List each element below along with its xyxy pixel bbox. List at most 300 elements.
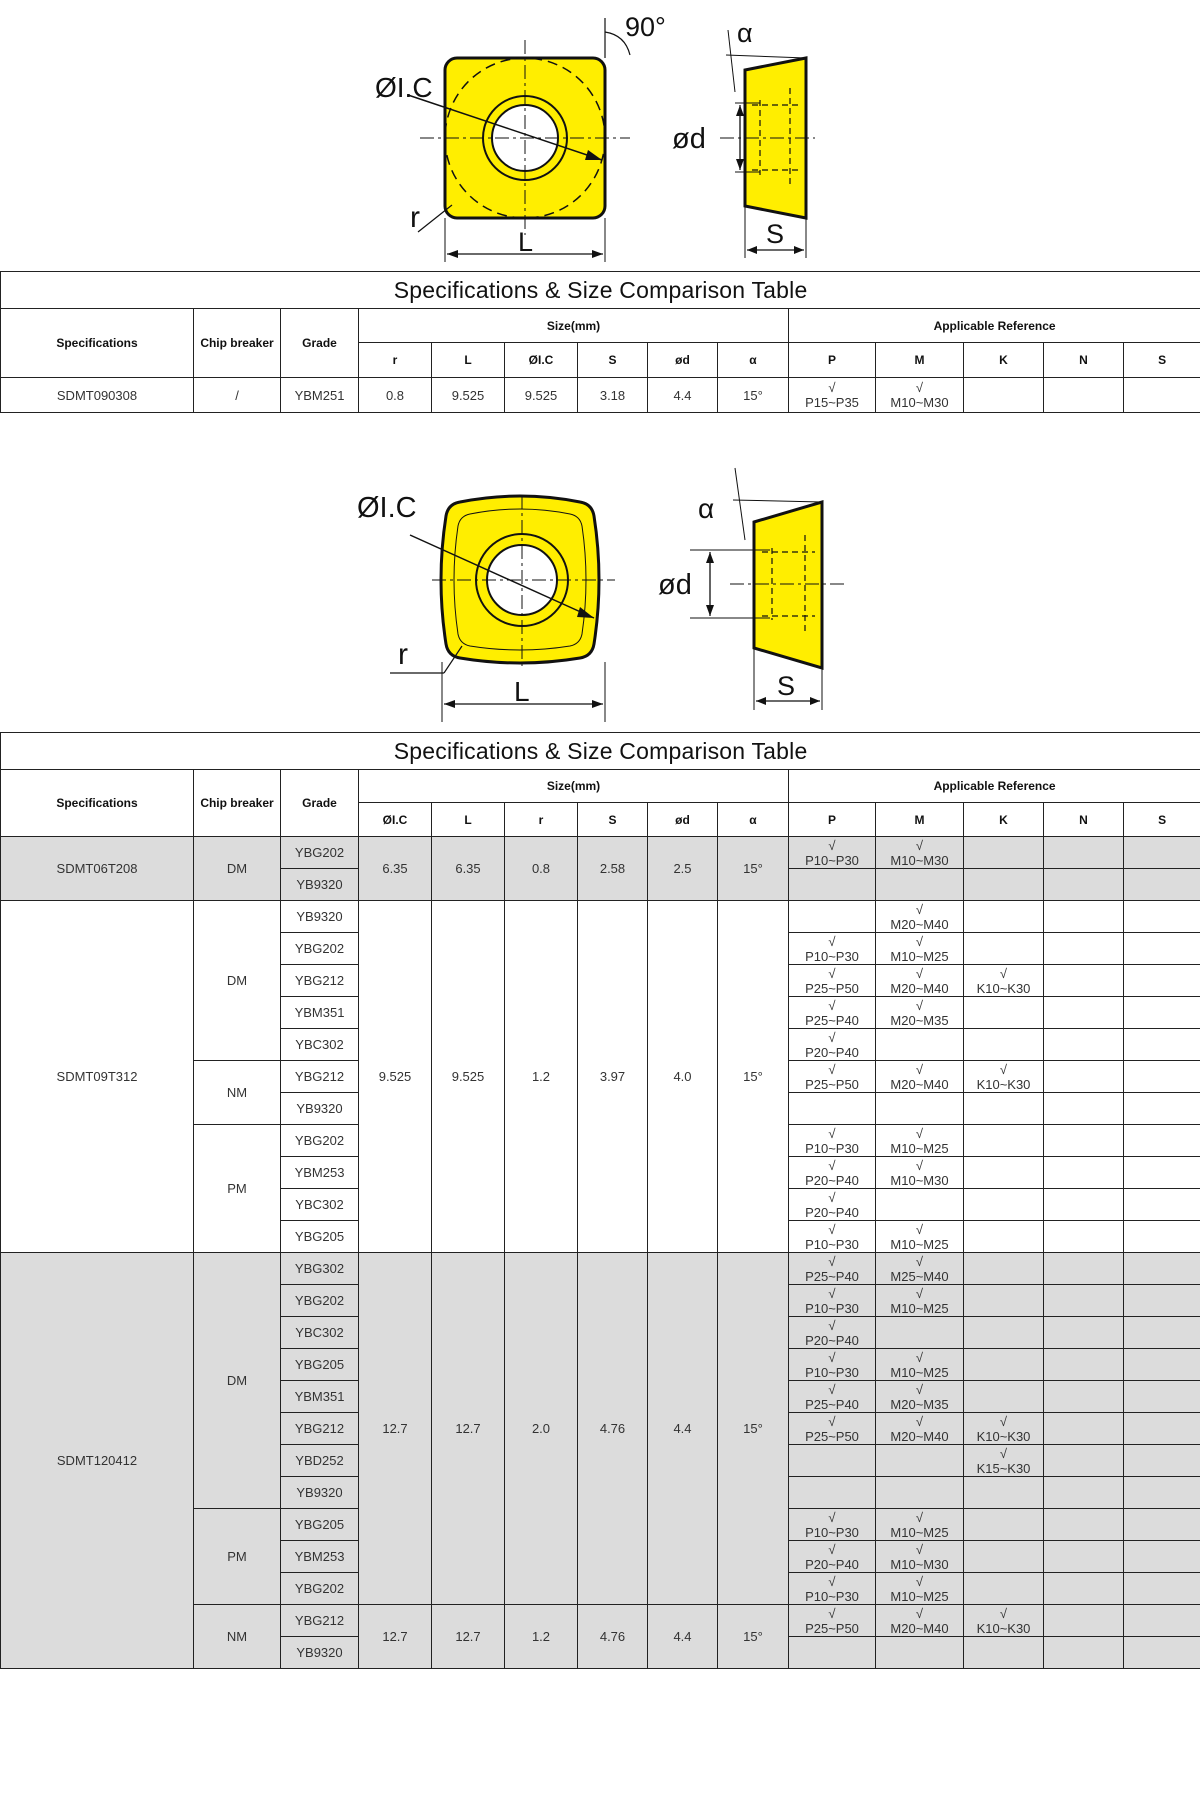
- reference-cell: [1044, 1413, 1124, 1445]
- reference-range: K10~K30: [976, 1620, 1031, 1636]
- size-col-header: L: [432, 803, 505, 837]
- size-cell: 4.76: [578, 1605, 648, 1669]
- reference-cell: [789, 1029, 876, 1061]
- reference-cell: [789, 1253, 876, 1285]
- insert-drawing-2: [0, 440, 1200, 730]
- chip-breaker-cell: DM: [194, 1253, 281, 1509]
- ic-label: ØI.C: [375, 72, 433, 103]
- reference-cell: [964, 901, 1044, 933]
- check-mark: √: [828, 1509, 836, 1525]
- check-mark: √: [828, 1125, 836, 1141]
- reference-cell: [964, 1061, 1044, 1093]
- check-mark: √: [828, 1157, 836, 1173]
- reference-cell: [789, 901, 876, 933]
- reference-cell: [876, 1541, 964, 1573]
- check-mark: √: [915, 1157, 924, 1173]
- reference-cell: [1044, 1541, 1124, 1573]
- reference-cell: [789, 933, 876, 965]
- size-col-header: S: [578, 803, 648, 837]
- grade-cell: YBC302: [281, 1029, 359, 1061]
- reference-cell: [1124, 997, 1200, 1029]
- reference-cell: [964, 1029, 1044, 1061]
- check-mark: √: [828, 1029, 836, 1045]
- grade-cell: YBD252: [281, 1445, 359, 1477]
- spec-cell: SDMT120412: [1, 1253, 194, 1669]
- applicable-header: Applicable Reference: [789, 770, 1200, 803]
- reference-cell: [1124, 378, 1200, 413]
- reference-cell: [876, 997, 964, 1029]
- reference-cell: [876, 933, 964, 965]
- size-col-header: ØI.C: [505, 343, 578, 378]
- check-mark: √: [999, 1413, 1008, 1429]
- insert-side-view: [754, 502, 822, 668]
- reference-cell: [1044, 1157, 1124, 1189]
- reference-range: M10~M30: [890, 852, 949, 868]
- reference-cell: [789, 1605, 876, 1637]
- l-label: L: [518, 227, 534, 257]
- table-row: [1, 837, 1200, 869]
- reference-cell: [1124, 1125, 1200, 1157]
- check-mark: √: [915, 1381, 924, 1397]
- l-label: L: [514, 676, 530, 707]
- reference-cell: [964, 1605, 1044, 1637]
- reference-range: K10~K30: [976, 1076, 1031, 1092]
- reference-range: M20~M40: [890, 916, 949, 932]
- size-cell: 0.8: [359, 378, 432, 413]
- alpha-label: α: [737, 18, 753, 48]
- reference-cell: [789, 1413, 876, 1445]
- check-mark: √: [828, 1221, 836, 1237]
- reference-cell: [964, 1413, 1044, 1445]
- size-cell: 12.7: [432, 1605, 505, 1669]
- size-col-header: ød: [648, 343, 718, 378]
- check-mark: √: [828, 1189, 836, 1205]
- reference-range: P25~P50: [805, 1428, 859, 1444]
- s-label: S: [777, 671, 796, 701]
- spec-cell: SDMT090308: [1, 378, 194, 413]
- reference-range: M10~M25: [890, 1236, 949, 1252]
- reference-cell: [964, 1509, 1044, 1541]
- grade-cell: YB9320: [281, 901, 359, 933]
- chip-breaker-cell: NM: [194, 1061, 281, 1125]
- check-mark: √: [828, 1253, 836, 1269]
- grade-cell: YBG212: [281, 965, 359, 997]
- insert-diagram-2: [0, 440, 1200, 730]
- reference-cell: [1044, 1381, 1124, 1413]
- reference-cell: [876, 901, 964, 933]
- table-title: Specifications & Size Comparison Table: [1, 272, 1200, 309]
- reference-cell: [1124, 1445, 1200, 1477]
- reference-range: P25~P50: [805, 1620, 859, 1636]
- reference-cell: [876, 1381, 964, 1413]
- grade-cell: YBM253: [281, 1157, 359, 1189]
- size-cell: 9.525: [359, 901, 432, 1253]
- angle-label: 90°: [625, 12, 666, 42]
- grade-cell: YB9320: [281, 1477, 359, 1509]
- reference-cell: [1124, 1285, 1200, 1317]
- size-header: Size(mm): [359, 309, 789, 343]
- check-mark: √: [915, 1413, 924, 1429]
- reference-cell: [876, 378, 964, 413]
- check-mark: √: [915, 901, 924, 917]
- size-cell: 2.5: [648, 837, 718, 901]
- reference-cell: [1124, 1413, 1200, 1445]
- reference-cell: [789, 1477, 876, 1509]
- reference-range: P10~P30: [805, 1588, 859, 1604]
- reference-cell: [964, 1477, 1044, 1509]
- reference-cell: [1124, 1093, 1200, 1125]
- reference-cell: [876, 1221, 964, 1253]
- reference-range: P10~P30: [805, 948, 859, 964]
- reference-cell: [1044, 933, 1124, 965]
- reference-range: M20~M40: [890, 1428, 949, 1444]
- reference-cell: [1044, 1573, 1124, 1605]
- check-mark: √: [915, 837, 924, 853]
- reference-cell: [1124, 1477, 1200, 1509]
- reference-cell: [789, 1221, 876, 1253]
- ref-col-header: K: [964, 343, 1044, 378]
- size-col-header: α: [718, 343, 789, 378]
- reference-cell: [964, 933, 1044, 965]
- reference-cell: [1044, 1349, 1124, 1381]
- reference-range: P20~P40: [805, 1044, 859, 1060]
- table-row: [1, 1253, 1200, 1285]
- reference-cell: [964, 1189, 1044, 1221]
- grade-cell: YBC302: [281, 1317, 359, 1349]
- reference-cell: [1044, 837, 1124, 869]
- reference-cell: [789, 837, 876, 869]
- ref-col-header: M: [876, 803, 964, 837]
- reference-cell: [789, 1061, 876, 1093]
- grade-cell: YB9320: [281, 1093, 359, 1125]
- reference-cell: [1124, 1029, 1200, 1061]
- reference-cell: [876, 837, 964, 869]
- reference-cell: [964, 1541, 1044, 1573]
- chip-breaker-cell: /: [194, 378, 281, 413]
- spec-table-2: [0, 732, 1200, 1669]
- check-mark: √: [915, 1573, 924, 1589]
- check-mark: √: [915, 965, 924, 981]
- reference-cell: [789, 1573, 876, 1605]
- check-mark: √: [828, 1573, 836, 1589]
- reference-cell: [876, 1445, 964, 1477]
- reference-range: M20~M40: [890, 1620, 949, 1636]
- size-col-header: r: [359, 343, 432, 378]
- reference-cell: [1124, 1509, 1200, 1541]
- reference-cell: [964, 1381, 1044, 1413]
- chip-breaker-cell: DM: [194, 901, 281, 1061]
- reference-cell: [876, 1125, 964, 1157]
- reference-range: M20~M40: [890, 1076, 949, 1092]
- reference-cell: [876, 1189, 964, 1221]
- size-cell: 15°: [718, 1605, 789, 1669]
- reference-range: P10~P30: [805, 1236, 859, 1252]
- size-cell: 4.4: [648, 378, 718, 413]
- ref-col-header: N: [1044, 343, 1124, 378]
- check-mark: √: [915, 1285, 924, 1301]
- reference-cell: [1124, 1189, 1200, 1221]
- size-cell: 9.525: [432, 901, 505, 1253]
- check-mark: √: [915, 1221, 924, 1237]
- reference-cell: [1044, 1285, 1124, 1317]
- table-row: [1, 378, 1200, 413]
- check-mark: √: [999, 1061, 1008, 1077]
- reference-range: M10~M25: [890, 948, 949, 964]
- ref-col-header: S: [1124, 343, 1200, 378]
- reference-cell: [1124, 1221, 1200, 1253]
- reference-cell: [1044, 1061, 1124, 1093]
- table-title: Specifications & Size Comparison Table: [1, 733, 1200, 770]
- grade-cell: YBM253: [281, 1541, 359, 1573]
- grade-cell: YB9320: [281, 1637, 359, 1669]
- size-cell: 15°: [718, 1253, 789, 1605]
- size-col-header: ød: [648, 803, 718, 837]
- grade-cell: YBG302: [281, 1253, 359, 1285]
- reference-cell: [876, 1573, 964, 1605]
- reference-cell: [1044, 1509, 1124, 1541]
- reference-cell: [1044, 1125, 1124, 1157]
- reference-cell: [964, 1349, 1044, 1381]
- chip-breaker-header: Chip breaker: [194, 770, 281, 837]
- reference-range: P20~P40: [805, 1204, 859, 1220]
- reference-cell: [1124, 933, 1200, 965]
- reference-range: M10~M30: [890, 1556, 949, 1572]
- reference-cell: [1124, 1157, 1200, 1189]
- ref-col-header: M: [876, 343, 964, 378]
- reference-cell: [876, 1637, 964, 1669]
- grade-cell: YBG212: [281, 1061, 359, 1093]
- reference-cell: [789, 997, 876, 1029]
- size-col-header: L: [432, 343, 505, 378]
- grade-cell: YBG205: [281, 1509, 359, 1541]
- check-mark: √: [915, 1253, 924, 1269]
- reference-cell: [964, 1317, 1044, 1349]
- size-cell: 2.0: [505, 1253, 578, 1605]
- size-cell: 4.4: [648, 1253, 718, 1605]
- reference-cell: [1044, 1477, 1124, 1509]
- reference-cell: [1124, 837, 1200, 869]
- size-cell: 12.7: [359, 1605, 432, 1669]
- check-mark: √: [915, 933, 924, 949]
- size-cell: 9.525: [432, 378, 505, 413]
- reference-cell: [1044, 997, 1124, 1029]
- size-col-header: r: [505, 803, 578, 837]
- grade-cell: YBG202: [281, 837, 359, 869]
- grade-cell: YBG202: [281, 1125, 359, 1157]
- reference-cell: [876, 965, 964, 997]
- size-cell: 4.4: [648, 1605, 718, 1669]
- reference-cell: [1124, 1349, 1200, 1381]
- reference-cell: [964, 1573, 1044, 1605]
- spec-cell: SDMT09T312: [1, 901, 194, 1253]
- reference-cell: [964, 1125, 1044, 1157]
- check-mark: √: [828, 1349, 836, 1365]
- reference-cell: [876, 1157, 964, 1189]
- reference-cell: [876, 1605, 964, 1637]
- reference-cell: [876, 1061, 964, 1093]
- reference-cell: [964, 837, 1044, 869]
- d-label: ød: [672, 123, 706, 155]
- check-mark: √: [828, 837, 836, 853]
- size-cell: 15°: [718, 378, 789, 413]
- reference-cell: [1044, 901, 1124, 933]
- reference-range: P10~P30: [805, 1140, 859, 1156]
- grade-cell: YBG205: [281, 1221, 359, 1253]
- reference-range: M25~M40: [890, 1268, 949, 1284]
- reference-cell: [789, 1125, 876, 1157]
- grade-header: Grade: [281, 309, 359, 378]
- reference-range: P20~P40: [805, 1172, 859, 1188]
- grade-cell: YBG202: [281, 1573, 359, 1605]
- reference-cell: [1044, 1637, 1124, 1669]
- check-mark: √: [828, 1061, 836, 1077]
- r-label: r: [398, 638, 408, 671]
- check-mark: √: [828, 380, 836, 395]
- check-mark: √: [915, 997, 924, 1013]
- chip-breaker-cell: PM: [194, 1125, 281, 1253]
- size-cell: 4.0: [648, 901, 718, 1253]
- reference-cell: [1124, 1061, 1200, 1093]
- reference-range: M10~M30: [890, 395, 949, 410]
- reference-range: P10~P30: [805, 852, 859, 868]
- check-mark: √: [915, 1349, 924, 1365]
- ic-label: ØI.C: [357, 492, 417, 524]
- reference-range: P25~P40: [805, 1012, 859, 1028]
- reference-range: P10~P30: [805, 1300, 859, 1316]
- grade-cell: YBC302: [281, 1189, 359, 1221]
- ref-col-header: S: [1124, 803, 1200, 837]
- reference-range: M10~M25: [890, 1140, 949, 1156]
- grade-cell: YBG205: [281, 1349, 359, 1381]
- size-cell: 0.8: [505, 837, 578, 901]
- reference-cell: [876, 1029, 964, 1061]
- check-mark: √: [915, 1541, 924, 1557]
- size-cell: 4.76: [578, 1253, 648, 1605]
- reference-cell: [964, 1157, 1044, 1189]
- size-cell: 9.525: [505, 378, 578, 413]
- reference-cell: [789, 1445, 876, 1477]
- grade-cell: YBM351: [281, 997, 359, 1029]
- reference-cell: [789, 378, 876, 413]
- reference-cell: [964, 1221, 1044, 1253]
- check-mark: √: [828, 933, 836, 949]
- reference-range: K10~K30: [976, 980, 1031, 996]
- check-mark: √: [999, 965, 1008, 981]
- chip-breaker-cell: NM: [194, 1605, 281, 1669]
- check-mark: √: [915, 1125, 924, 1141]
- size-cell: 3.97: [578, 901, 648, 1253]
- ref-col-header: P: [789, 803, 876, 837]
- reference-cell: [964, 378, 1044, 413]
- size-cell: 12.7: [359, 1253, 432, 1605]
- reference-range: M10~M30: [890, 1172, 949, 1188]
- reference-cell: [789, 1093, 876, 1125]
- size-header: Size(mm): [359, 770, 789, 803]
- reference-cell: [1044, 1221, 1124, 1253]
- reference-range: M20~M35: [890, 1396, 949, 1412]
- size-col-header: ØI.C: [359, 803, 432, 837]
- check-mark: √: [828, 1605, 836, 1621]
- reference-range: K10~K30: [976, 1428, 1031, 1444]
- reference-range: P20~P40: [805, 1332, 859, 1348]
- check-mark: √: [915, 1605, 924, 1621]
- alpha-label: α: [698, 493, 715, 524]
- insert-drawing-1: [0, 0, 1200, 270]
- grade-header: Grade: [281, 770, 359, 837]
- reference-range: M20~M40: [890, 980, 949, 996]
- reference-cell: [876, 1285, 964, 1317]
- ref-col-header: P: [789, 343, 876, 378]
- check-mark: √: [828, 1285, 836, 1301]
- reference-range: P20~P40: [805, 1556, 859, 1572]
- check-mark: √: [828, 997, 836, 1013]
- reference-cell: [876, 869, 964, 901]
- reference-range: M10~M25: [890, 1524, 949, 1540]
- reference-range: P25~P40: [805, 1396, 859, 1412]
- check-mark: √: [915, 380, 924, 395]
- ref-col-header: K: [964, 803, 1044, 837]
- r-label: r: [410, 201, 420, 234]
- reference-cell: [1044, 1605, 1124, 1637]
- check-mark: √: [828, 1413, 836, 1429]
- reference-cell: [789, 965, 876, 997]
- reference-cell: [789, 1637, 876, 1669]
- size-cell: 6.35: [359, 837, 432, 901]
- reference-cell: [1044, 378, 1124, 413]
- reference-range: M20~M35: [890, 1012, 949, 1028]
- check-mark: √: [915, 1509, 924, 1525]
- spec-cell: SDMT06T208: [1, 837, 194, 901]
- reference-cell: [1044, 1029, 1124, 1061]
- size-cell: 2.58: [578, 837, 648, 901]
- reference-range: P25~P50: [805, 1076, 859, 1092]
- reference-cell: [1044, 1445, 1124, 1477]
- reference-cell: [789, 1189, 876, 1221]
- grade-cell: YBG202: [281, 1285, 359, 1317]
- reference-cell: [876, 1509, 964, 1541]
- reference-cell: [1044, 1317, 1124, 1349]
- reference-cell: [1124, 869, 1200, 901]
- reference-range: P10~P30: [805, 1524, 859, 1540]
- check-mark: √: [828, 1317, 836, 1333]
- reference-cell: [964, 1445, 1044, 1477]
- reference-cell: [1124, 1253, 1200, 1285]
- check-mark: √: [828, 965, 836, 981]
- insert-diagram-1: [0, 0, 1200, 270]
- reference-cell: [964, 965, 1044, 997]
- reference-cell: [789, 1317, 876, 1349]
- check-mark: √: [999, 1605, 1008, 1621]
- reference-cell: [1044, 869, 1124, 901]
- chip-breaker-cell: DM: [194, 837, 281, 901]
- reference-cell: [1044, 1093, 1124, 1125]
- reference-cell: [789, 1509, 876, 1541]
- reference-cell: [964, 869, 1044, 901]
- reference-range: K15~K30: [976, 1460, 1031, 1476]
- reference-cell: [789, 1541, 876, 1573]
- size-cell: 15°: [718, 901, 789, 1253]
- grade-cell: YBG212: [281, 1413, 359, 1445]
- reference-cell: [789, 1285, 876, 1317]
- specifications-header: Specifications: [1, 770, 194, 837]
- reference-cell: [964, 1637, 1044, 1669]
- reference-cell: [1124, 901, 1200, 933]
- reference-cell: [1124, 1637, 1200, 1669]
- reference-cell: [964, 997, 1044, 1029]
- reference-cell: [876, 1317, 964, 1349]
- reference-cell: [1124, 1541, 1200, 1573]
- grade-cell: YBM251: [281, 378, 359, 413]
